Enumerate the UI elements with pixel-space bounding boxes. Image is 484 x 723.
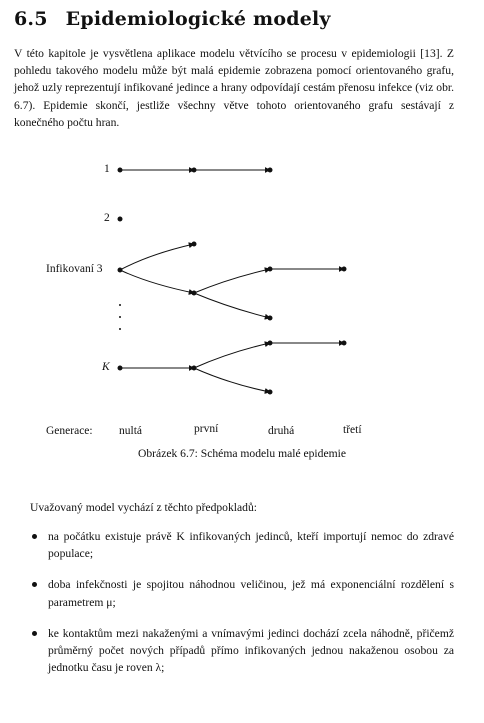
- node-r3-g2-up: [268, 267, 273, 272]
- node-r1-g2: [268, 168, 273, 173]
- node-rK-g2-down: [268, 390, 273, 395]
- ellipsis-dot-1: [119, 304, 121, 306]
- node-r3-g0: [118, 268, 123, 273]
- node-rK-g0: [118, 366, 123, 371]
- edge-r3-up: [120, 244, 194, 270]
- node-r3-g2-down: [268, 316, 273, 321]
- list-item: [30, 576, 454, 610]
- ellipsis-dot-3: [119, 328, 121, 330]
- figure-caption: Obrázek 6.7: Schéma modelu malé epidemie: [138, 447, 346, 460]
- row-label-2: 2: [104, 212, 110, 224]
- edge-gK-down: [194, 368, 270, 392]
- list-item: [30, 625, 454, 677]
- node-rK-g1: [192, 366, 197, 371]
- generation-label: Generace:: [46, 425, 93, 437]
- generation-2: druhá: [268, 425, 295, 437]
- generation-3: třetí: [343, 424, 362, 436]
- node-r2-g0: [118, 217, 123, 222]
- node-r1-g1: [192, 168, 197, 173]
- node-r1-g0: [118, 168, 123, 173]
- node-rK-g2-up: [268, 341, 273, 346]
- assumptions-list: [30, 528, 454, 690]
- edge-g1-up: [194, 269, 270, 293]
- section-title: Epidemiologické modely: [65, 8, 331, 30]
- ellipsis-dot-2: [119, 316, 121, 318]
- section-heading: [14, 8, 331, 30]
- edge-r3-down: [120, 270, 194, 293]
- bullet-text-2: doba infekčnosti je spojitou náhodnou veličinou, jež má exponenciální rozdělení s parametrem μ;: [48, 578, 454, 609]
- tree-diagram: [0, 150, 484, 450]
- node-r3-g1-down: [192, 291, 197, 296]
- bullet-icon: [32, 582, 37, 587]
- row-label-3: Infikovaní 3: [46, 263, 103, 275]
- row-label-k: K: [102, 361, 110, 373]
- bullet-icon: [32, 534, 37, 539]
- node-r3-g1-up: [192, 242, 197, 247]
- bullet-text-3: ke kontaktům mezi nakaženými a vnímavými jedinci dochází zcela náhodně, přičemž průměrný počet nových případů přímo infikovaných jednou nakaženou osobou za jednotku času je roven λ;: [48, 626, 454, 675]
- section-number: 6.5: [14, 8, 48, 30]
- epidemic-tree-figure: [0, 150, 484, 470]
- bullet-icon: [32, 631, 37, 636]
- edge-g1-down: [194, 293, 270, 318]
- generation-0: nultá: [119, 425, 142, 437]
- intro-paragraph: V této kapitole je vysvětlena aplikace modelu větvícího se procesu v epidemiologii [13]. Z pohledu takového modelu může být malá epidemie zobrazena pomocí orientovaného grafu, jehož uzly reprezentují infikované jedince a hrany odpovídají cestám přenosu infekce (viz obr. 6.7). Epidemie skončí, jestliže všechny větve tohoto orientovaného grafu sestávají z konečného počtu hran.: [14, 47, 454, 129]
- node-r3-g3: [342, 267, 347, 272]
- row-label-1: 1: [104, 163, 110, 175]
- generation-1: první: [194, 423, 219, 435]
- edge-gK-up: [194, 343, 270, 368]
- node-rK-g3: [342, 341, 347, 346]
- bullet-text-1: na počátku existuje právě K infikovaných jedinců, kteří importují nemoc do zdravé populace;: [48, 530, 454, 561]
- list-item: [30, 528, 454, 562]
- assumptions-intro: Uvažovaný model vychází z těchto předpokladů:: [30, 501, 257, 514]
